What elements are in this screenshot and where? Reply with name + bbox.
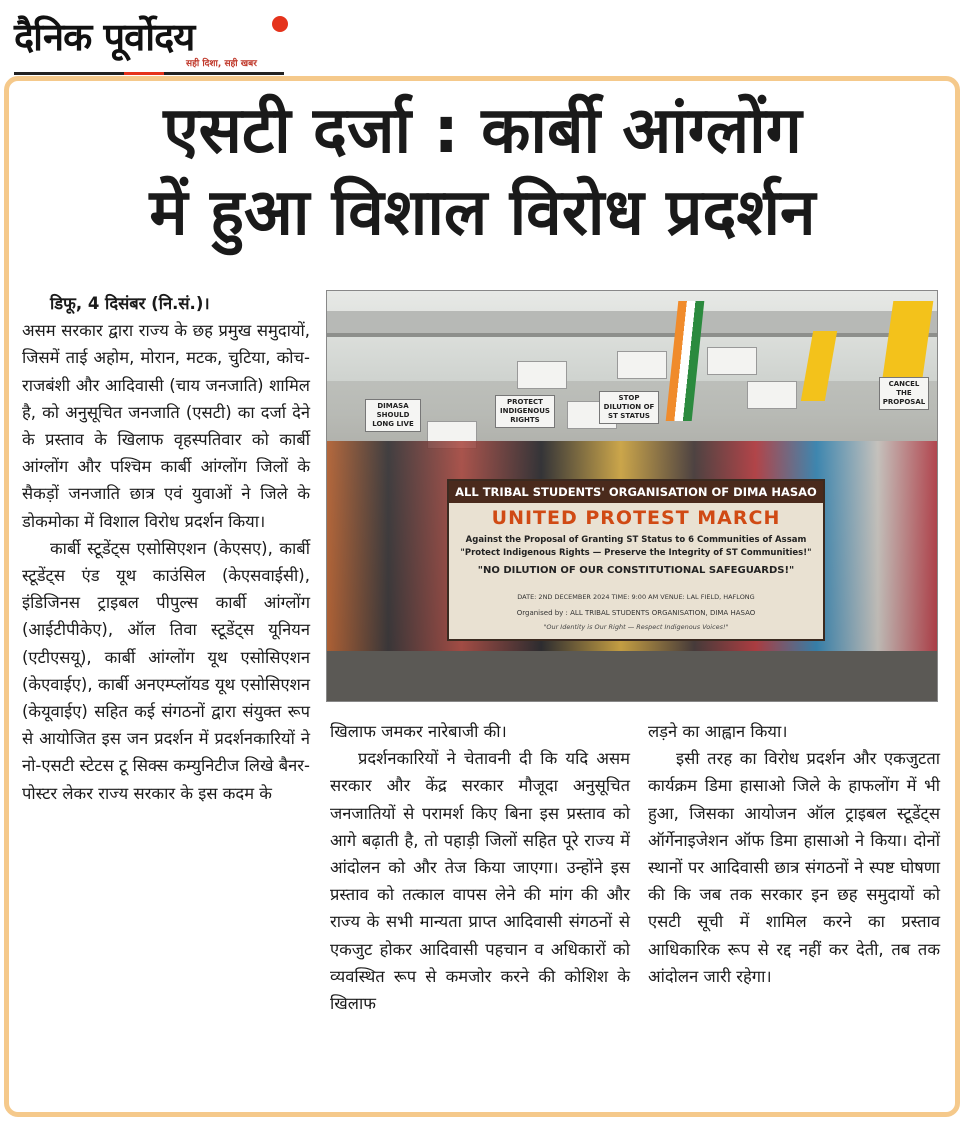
protest-banner: [447, 479, 825, 641]
article-paragraph: खिलाफ जमकर नारेबाजी की।: [330, 722, 507, 741]
banner-subtitle: "Protect Indigenous Rights — Preserve the Integrity of ST Communities!": [460, 548, 812, 558]
article-column-left: [22, 290, 310, 807]
article-paragraph: इसी तरह का विरोध प्रदर्शन और एकजुटता कार्यक्रम डिमा हासाओ जिले के हाफलोंग में भी हुआ, जिसका आयोजन ऑल ट्राइबल स्टूडेंट्स ऑर्गेनाइजेशन ऑफ डिमा हासाओ ने किया। दोनों स्थानों पर आदिवासी छात्र संगठनों ने स्पष्ट घोषणा की कि जब तक सरकार इन छह समुदायों को एसटी सूची में शामिल करने का प्रस्ताव आधिकारिक रूप से रद्द नहीं कर देती, तब तक आंदोलन जारी रहेगा।: [648, 749, 940, 986]
placard: [517, 361, 567, 389]
protest-sign: DIMASA SHOULD LONG LIVE: [365, 399, 421, 432]
banner-title: UNITED PROTEST MARCH: [491, 507, 781, 529]
banner-subtitle: Against the Proposal of Granting ST Status to 6 Communities of Assam: [465, 535, 807, 545]
photo-road: [327, 651, 938, 702]
placard: [747, 381, 797, 409]
banner-details: DATE: 2ND DECEMBER 2024 TIME: 9:00 AM VENUE: LAL FIELD, HAFLONG: [517, 593, 755, 601]
protest-sign: STOP DILUTION OF ST STATUS: [599, 391, 659, 424]
article-column-middle: [330, 718, 630, 1017]
headline-line-2: में हुआ विशाल विरोध प्रदर्शन: [149, 176, 816, 250]
banner-footer-slogan: "Our Identity is Our Right — Respect Indigenous Voices!": [543, 623, 729, 631]
newspaper-logo: दैनिक पूर्वोदय: [14, 15, 195, 59]
banner-organiser: Organised by : ALL TRIBAL STUDENTS ORGANISATION, DIMA HASAO: [516, 609, 756, 617]
article-column-right: [648, 718, 940, 990]
article-paragraph: लड़ने का आह्वान किया।: [648, 722, 788, 741]
placard: [617, 351, 667, 379]
masthead: [14, 8, 284, 70]
article-paragraph: असम सरकार द्वारा राज्य के छह प्रमुख समुदायों, जिसमें ताई अहोम, मोरान, मटक, चुटिया, कोच-राजबंशी और आदिवासी (चाय जनजाति) शामिल है, को अनुसूचित जनजाति (एसटी) का दर्जा देने के प्रस्ताव के खिलाफ वृहस्पतिवार को कार्बी आंग्लोंग और पश्चिम कार्बी आंग्लोंग जिलों के सैकड़ों जनजाति छात्र एवं युवाओं ने जिले के डोकमोका में विशाल विरोध प्रदर्शन किया।: [22, 321, 310, 531]
placard: [707, 347, 757, 375]
photo-flyover: [327, 311, 938, 337]
protest-photo: [326, 290, 938, 702]
protest-sign: PROTECT INDIGENOUS RIGHTS: [495, 395, 555, 428]
banner-slogan-main: "NO DILUTION OF OUR CONSTITUTIONAL SAFEGUARDS!": [477, 565, 795, 576]
protest-sign: CANCEL THE PROPOSAL: [879, 377, 929, 410]
headline: [30, 90, 935, 254]
logo-sun-icon: [272, 16, 288, 32]
masthead-rule-accent: [124, 72, 164, 75]
article-paragraph: प्रदर्शनकारियों ने चेतावनी दी कि यदि असम सरकार और केंद्र सरकार मौजूदा अनुसूचित जनजातियों से परामर्श किए बिना इस प्रस्ताव को आगे बढ़ाती है, तो पहाड़ी जिलों सहित पूरे राज्य में आंदोलन को और तेज किया जाएगा। उन्होंने इस प्रस्ताव को तत्काल वापस लेने की मांग की और राज्य के सभी मान्यता प्राप्त आदिवासी संगठनों से एकजुट होकर आदिवासी पहचान व अधिकारों को व्यवस्थित रूप से कमजोर करने की कोशिश के खिलाफ: [330, 749, 630, 1014]
dateline: डिफू, 4 दिसंबर (नि.सं.)।: [50, 294, 210, 313]
logo-tagline: सही दिशा, सही खबर: [186, 59, 257, 69]
banner-organisation: ALL TRIBAL STUDENTS' ORGANISATION OF DIMA HASAO: [449, 481, 823, 503]
headline-line-1: एसटी दर्जा : कार्बी आंग्लोंग: [163, 94, 802, 168]
article-paragraph: कार्बी स्टूडेंट्स एसोसिएशन (केएसए), कार्बी स्टूडेंट्स एंड यूथ काउंसिल (केएसवाईसी), इंडिजिनस ट्राइबल पीपुल्स कार्बी आंग्लोंग (आईटीपीकेए), ऑल तिवा स्टूडेंट्स यूनियन (एटीएसयू), कार्बी आंग्लोंग यूथ एसोसिएशन (केएवाईए), कार्बी अनएम्प्लॉयड यूथ एसोसिएशन (केयूवाईए) सहित कई संगठनों द्वारा संयुक्त रूप से आयोजित इस जन प्रदर्शन में प्रदर्शनकारियों ने नो-एसटी स्टेटस टू सिक्स कम्युनिटीज लिखे बैनर-पोस्टर लेकर राज्य सरकार के इस कदम के: [22, 538, 310, 803]
